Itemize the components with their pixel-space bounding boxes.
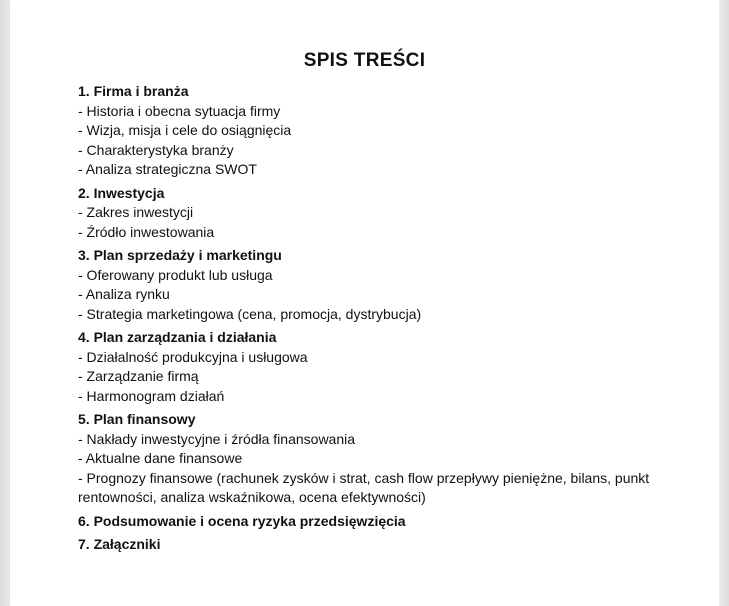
toc-item: - Działalność produkcyjna i usługowa — [78, 348, 308, 365]
section-title: 7. Załączniki — [78, 536, 161, 552]
toc-section-2 — [78, 184, 678, 243]
document-page — [10, 0, 719, 606]
table-of-contents — [78, 82, 678, 559]
toc-item: - Analiza rynku — [78, 286, 170, 302]
section-title: 2. Inwestycja — [78, 184, 165, 201]
toc-item: - Wizja, misja i cele do osiągnięcia — [78, 122, 292, 138]
toc-item: - Charakterystyka branży — [78, 141, 234, 158]
toc-section-1 — [78, 82, 678, 180]
section-title: 6. Podsumowanie i ocena ryzyka przedsięwzięcia — [78, 512, 406, 529]
left-margin — [0, 0, 10, 606]
page-title: SPIS TREŚCI — [303, 50, 426, 71]
toc-item: - Strategia marketingowa (cena, promocja, dystrybucja) — [78, 305, 422, 322]
section-title: 1. Firma i branża — [78, 83, 189, 99]
toc-section-4 — [78, 328, 678, 406]
toc-section-7 — [78, 535, 678, 555]
toc-section-5 — [78, 410, 678, 508]
section-title: 5. Plan finansowy — [78, 411, 196, 427]
right-margin — [719, 0, 729, 606]
toc-item: - Prognozy finansowe (rachunek zysków i strat, cash flow przepływy pieniężne, bilans, punkt rentowności, analiza wskaźnikowa, ocena efektywności) — [78, 469, 650, 505]
toc-item: - Analiza strategiczna SWOT — [78, 161, 257, 177]
toc-item: - Źródło inwestowania — [78, 223, 215, 240]
toc-item: - Zakres inwestycji — [78, 204, 194, 220]
section-title: 4. Plan zarządzania i działania — [78, 329, 277, 345]
toc-item: - Harmonogram działań — [78, 387, 225, 404]
toc-item: - Historia i obecna sytuacja firmy — [78, 102, 281, 119]
toc-section-6 — [78, 512, 678, 532]
toc-item: - Nakłady inwestycyjne i źródła finansowania — [78, 430, 356, 447]
toc-item: - Oferowany produkt lub usługa — [78, 266, 273, 283]
toc-item: - Aktualne dane finansowe — [78, 450, 243, 466]
toc-section-3 — [78, 246, 678, 324]
section-title: 3. Plan sprzedaży i marketingu — [78, 247, 282, 263]
toc-item: - Zarządzanie firmą — [78, 368, 199, 384]
